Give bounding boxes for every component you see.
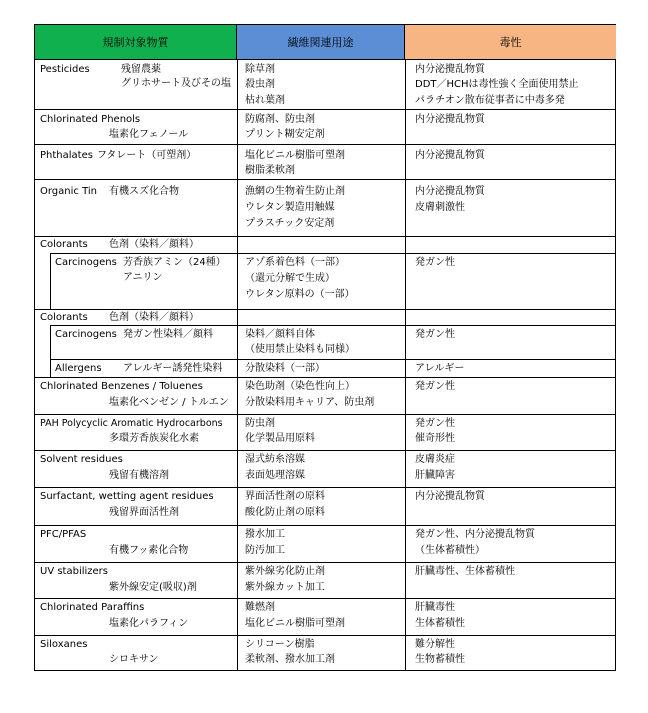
- toxicity-text: 内分泌攪乱物質: [415, 491, 485, 502]
- use-text: 除草剤: [245, 64, 275, 75]
- row-divider: [50, 359, 615, 360]
- substance-en: PAH Polycyclic Aromatic Hydrocarbons: [40, 418, 223, 429]
- use-text: 防汚加工: [245, 545, 285, 556]
- toxicity-text: 皮膚炎症: [415, 454, 455, 465]
- substance-jp: 紫外線安定(吸収)剤: [109, 582, 197, 593]
- header-toxicity-label: 毒性: [499, 36, 522, 49]
- row-divider: [35, 309, 615, 310]
- use-text: 難燃剤: [245, 602, 275, 613]
- toxicity-text: DDT／HCHは毒性強く全面使用禁止: [415, 79, 579, 90]
- row-divider: [35, 487, 615, 488]
- toxicity-text: 生物蓄積性: [415, 654, 465, 665]
- substance-en: Colorants: [40, 239, 88, 250]
- substance-en: Chlorinated Phenols: [40, 114, 141, 125]
- substance-jp: 塩素化パラフィン: [109, 618, 189, 629]
- header-substance: [35, 25, 237, 60]
- sub-substance-jp: アニリン: [123, 272, 163, 283]
- toxicity-text: 皮膚刺激性: [415, 202, 465, 213]
- substance-jp: フタレート（可塑剤）: [97, 150, 197, 161]
- substance-jp: 色剤（染料／顔料）: [109, 312, 199, 323]
- substance-jp: 有機フッ素化合物: [109, 545, 189, 556]
- use-text: 酸化防止剤の原料: [245, 507, 325, 518]
- toxicity-text: 難分解性: [415, 639, 455, 650]
- substance-en: PFC/PFAS: [40, 529, 87, 540]
- row-divider: [35, 598, 615, 599]
- sub-substance-jp: 芳香族アミン（24種）: [123, 257, 226, 268]
- substance-en: Pesticides: [40, 64, 90, 75]
- toxicity-text: 発ガン性: [415, 329, 455, 340]
- row-divider: [50, 325, 615, 326]
- header-uses: [237, 25, 405, 60]
- use-text: 防腐剤、防虫剤: [245, 114, 315, 125]
- substance-jp: グリホサート及びその塩: [121, 78, 231, 89]
- header-substance-label: 規制対象物質: [102, 36, 169, 49]
- use-text: 分散染料用キャリア、防虫剤: [245, 397, 375, 408]
- use-text: プラスチック安定剤: [245, 218, 335, 229]
- use-text: 染料／顔料自体: [245, 329, 315, 340]
- row-divider: [35, 525, 615, 526]
- use-text: （還元分解で生成）: [245, 273, 335, 284]
- substance-en: Surfactant, wetting agent residues: [40, 491, 214, 502]
- use-text: 塩化ビニル樹脂可塑剤: [245, 618, 345, 629]
- toxicity-text: 発ガン性、内分泌攪乱物質: [415, 529, 535, 540]
- row-divider: [50, 253, 615, 254]
- use-text: 漁網の生物着生防止剤: [245, 186, 345, 197]
- use-text: ウレタン原料の（一部）: [245, 289, 355, 300]
- toxicity-text: （生体蓄積性）: [415, 545, 485, 556]
- use-text: 防虫剤: [245, 418, 275, 429]
- toxicity-text: パラチオン散布従事者に中毒多発: [415, 95, 565, 106]
- toxicity-text: 肝臓毒性: [415, 602, 455, 613]
- row-divider: [35, 179, 615, 180]
- toxicity-text: 内分泌攪乱物質: [415, 64, 485, 75]
- use-text: 塩化ビニル樹脂可塑剤: [245, 150, 345, 161]
- toxicity-text: 肝臓毒性、生体蓄積性: [415, 566, 515, 577]
- use-text: 紫外線カット加工: [245, 582, 325, 593]
- substance-en: Chlorinated Benzenes / Toluenes: [40, 381, 203, 392]
- toxicity-text: 内分泌攪乱物質: [415, 114, 485, 125]
- substance-jp: シロキサン: [109, 654, 159, 665]
- substance-en: Phthalates: [40, 150, 93, 161]
- substance-en: Chlorinated Paraffins: [40, 602, 145, 613]
- substance-jp: 色剤（染料／顔料）: [109, 239, 199, 250]
- use-text: シリコーン樹脂: [245, 639, 315, 650]
- row-divider: [35, 377, 615, 378]
- sub-row-indent-line: [50, 253, 51, 309]
- use-text: 染色助剤（染色性向上）: [245, 381, 355, 392]
- toxicity-text: 催奇形性: [415, 433, 455, 444]
- toxicity-text: 発ガン性: [415, 381, 455, 392]
- sub-row-indent-line: [50, 325, 51, 377]
- sub-substance-en: Allergens: [55, 363, 102, 374]
- use-text: （使用禁止染料も同様）: [245, 344, 355, 355]
- use-text: 殺虫剤: [245, 79, 275, 90]
- sub-substance-jp: 発ガン性染料／顔料: [123, 329, 213, 340]
- use-text: プリント糊安定剤: [245, 129, 325, 140]
- row-divider: [35, 450, 615, 451]
- toxicity-text: 発ガン性: [415, 418, 455, 429]
- column-divider: [237, 60, 238, 671]
- substance-jp: 有機スズ化合物: [109, 186, 179, 197]
- toxicity-text: 肝臓障害: [415, 470, 455, 481]
- row-divider: [35, 635, 615, 636]
- substance-jp: 残留有機溶剤: [109, 470, 169, 481]
- use-text: 界面活性剤の原料: [245, 491, 325, 502]
- use-text: 柔軟剤、撥水加工剤: [245, 654, 335, 665]
- regulated-substances-table: [34, 24, 616, 671]
- header-uses-label: 繊維関連用途: [287, 36, 354, 49]
- substance-jp: 塩素化ベンゼン / トルエン: [109, 397, 229, 408]
- substance-en: UV stabilizers: [40, 566, 109, 577]
- substance-jp: 塩素化フェノール: [109, 129, 189, 140]
- use-text: アゾ系着色料（一部）: [245, 257, 345, 268]
- use-text: 樹脂柔軟剤: [245, 165, 295, 176]
- row-divider: [35, 109, 615, 110]
- use-text: 撥水加工: [245, 529, 285, 540]
- substance-jp: 残留界面活性剤: [109, 507, 179, 518]
- use-text: 化学製品用原料: [245, 433, 315, 444]
- sub-substance-jp: アレルギー誘発性染料: [123, 363, 223, 374]
- toxicity-text: 内分泌攪乱物質: [415, 186, 485, 197]
- row-divider: [35, 414, 615, 415]
- toxicity-text: 発ガン性: [415, 257, 455, 268]
- substance-en: Siloxanes: [40, 639, 88, 650]
- toxicity-text: アレルギー: [415, 363, 465, 374]
- substance-en: Colorants: [40, 312, 88, 323]
- substance-jp: 多環芳香族炭化水素: [109, 433, 199, 444]
- use-text: 分散染料（一部）: [245, 363, 325, 374]
- use-text: 湿式紡糸溶媒: [245, 454, 305, 465]
- use-text: 紫外線劣化防止剤: [245, 566, 325, 577]
- use-text: 枯れ葉剤: [245, 95, 285, 106]
- toxicity-text: 生体蓄積性: [415, 618, 465, 629]
- substance-en: Organic Tin: [40, 186, 97, 197]
- row-divider: [35, 144, 615, 145]
- header-toxicity: [405, 25, 616, 60]
- row-divider: [35, 236, 615, 237]
- column-divider: [405, 60, 406, 671]
- substance-en: Solvent residues: [40, 454, 123, 465]
- sub-substance-en: Carcinogens: [55, 329, 117, 340]
- substance-jp: 残留農薬: [121, 64, 161, 75]
- row-divider: [35, 562, 615, 563]
- use-text: ウレタン製造用触媒: [245, 202, 335, 213]
- sub-substance-en: Carcinogens: [55, 257, 117, 268]
- use-text: 表面処理溶媒: [245, 470, 305, 481]
- toxicity-text: 内分泌攪乱物質: [415, 150, 485, 161]
